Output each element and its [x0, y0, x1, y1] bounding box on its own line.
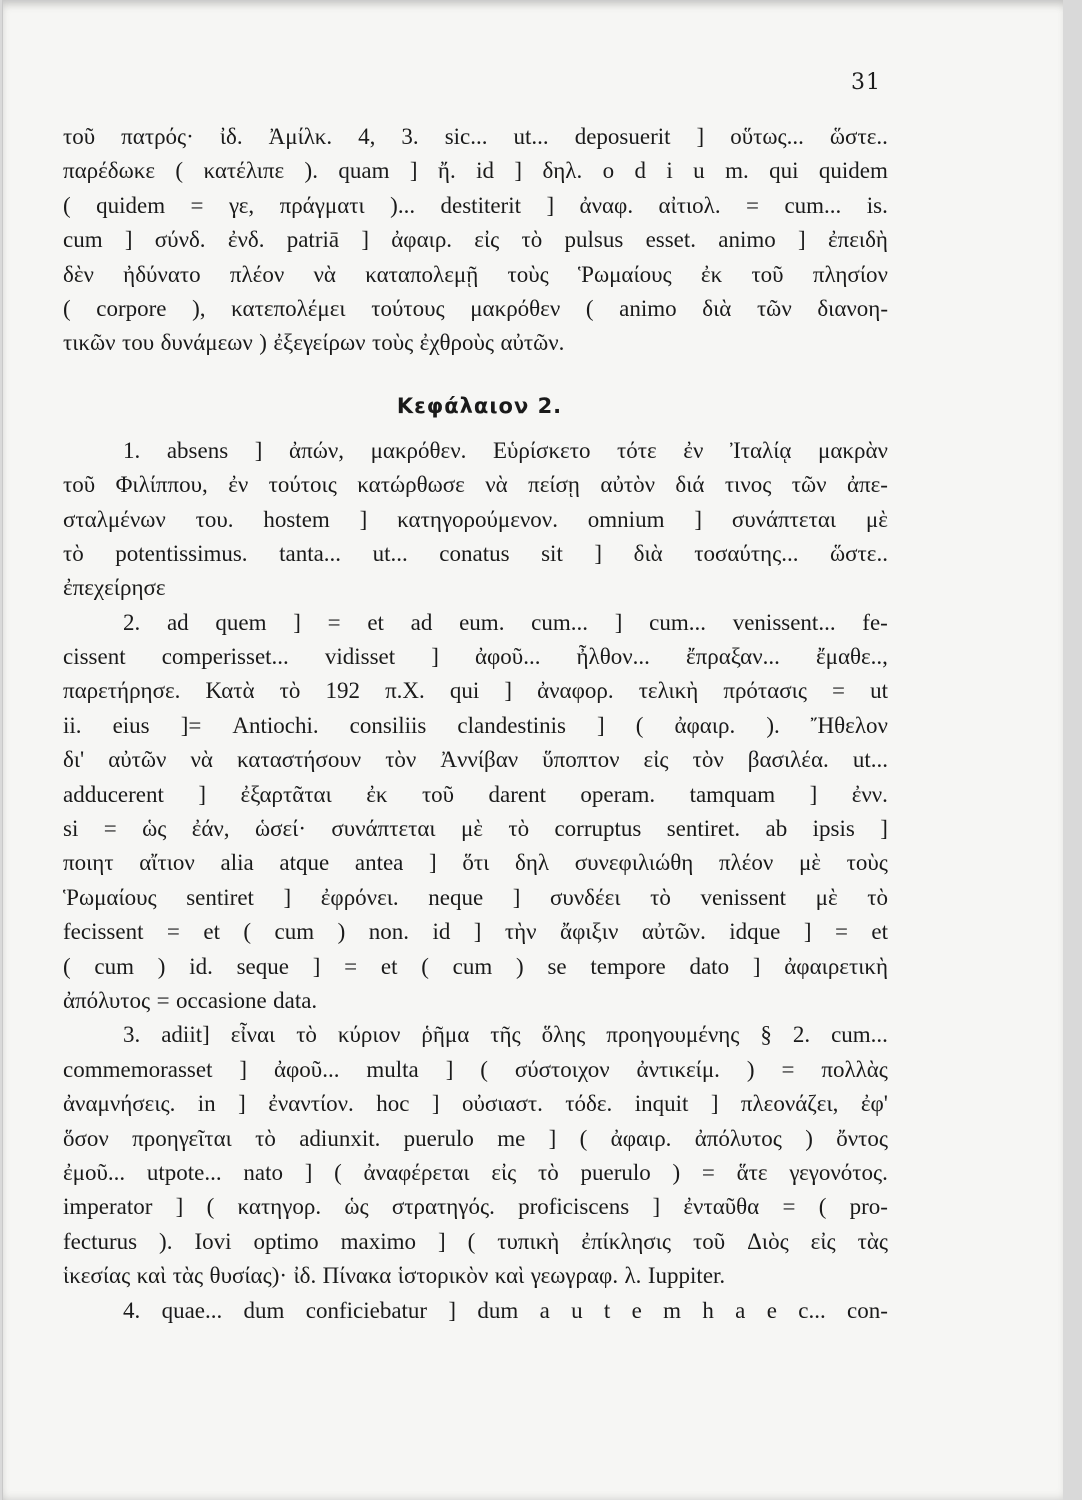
text-line: commemorasset ] ἀφοῦ... multa ] ( σύστοιχον ἀντικείμ. ) = πολλὰς — [63, 1056, 888, 1082]
text-line: τοῦ πατρός· ἰδ. Ἀμίλκ. 4, 3. sic... ut... deposuerit ] οὕτως... ὥστε.. — [63, 124, 888, 149]
text-line: 1. absens ] ἀπών, μακρόθεν. Εὑρίσκετο τότε ἐν Ἰταλίᾳ μακρὰν — [123, 437, 888, 463]
text-line: ἐπεχείρησε — [63, 575, 166, 601]
text-line: ii. eius ]= Antiochi. consiliis clandestinis ] ( ἀφαιρ. ). Ἤθελον — [63, 712, 888, 738]
section-1 — [63, 434, 888, 606]
text-line: si = ὡς ἐάν, ὡσεί· συνάπτεται μὲ τὸ corruptus sentiret. ab ipsis ] — [63, 816, 888, 842]
text-line: τὸ potentissimus. tanta... ut... conatus sit ] διὰ τοσαύτης... ὥστε.. — [63, 540, 888, 566]
text-line: παρέδωκε ( κατέλιπε ). quam ] ἤ. id ] δηλ. o d i u m. qui quidem — [63, 158, 888, 184]
text-line: Ῥωμαίους sentiret ] ἐφρόνει. neque ] συνδέει τὸ venissent μὲ τὸ — [63, 884, 888, 910]
book-page — [2, 0, 1073, 1500]
text-line: δι' αὐτῶν νὰ καταστήσουν τὸν Ἀννίβαν ὕποπτον εἰς τὸν βασιλέα. ut... — [63, 747, 888, 773]
text-line: ( corpore ), κατεπολέμει τούτους μακρόθεν ( animo διὰ τῶν διανοη- — [63, 295, 888, 321]
text-line: τικῶν του δυνάμεων ) ἐξεγείρων τοὺς ἐχθροὺς αὐτῶν. — [63, 330, 565, 356]
commentary-text — [63, 120, 888, 1328]
paragraph-opening — [63, 120, 888, 361]
text-line: ἱκεσίας καὶ τὰς θυσίας)· ἰδ. Πίνακα ἱστορικὸν καὶ γεωγραφ. λ. Iuppiter. — [63, 1263, 726, 1289]
text-line: ὅσον προηγεῖται τὸ adiunxit. puerulo me ] ( ἀφαιρ. ἀπόλυτος ) ὄντος — [63, 1125, 888, 1151]
text-line: δὲν ἠδύνατο πλέον νὰ καταπολεμῇ τοὺς Ῥωμαίους ἐκ τοῦ πλησίον — [63, 261, 888, 287]
text-line: 2. ad quem ] = et ad eum. cum... ] cum... venissent... fe- — [123, 609, 888, 635]
text-line: σταλμένων του. hostem ] κατηγορούμενον. omnium ] συνάπτεται μὲ — [63, 506, 888, 532]
text-line: ἐμοῦ... utpote... nato ] ( ἀναφέρεται εἰς τὸ puerulo ) = ἅτε γεγονότος. — [63, 1159, 888, 1185]
section-3 — [63, 1018, 888, 1293]
text-line: 3. adiit] εἶναι τὸ κύριον ῥῆμα τῆς ὅλης προηγουμένης § 2. cum... — [123, 1022, 888, 1048]
text-line: cum ] σύνδ. ἐνδ. patriā ] ἀφαιρ. εἰς τὸ pulsus esset. animo ] ἐπειδὴ — [63, 227, 888, 253]
text-line: ποιητ αἴτιον alia atque antea ] ὅτι δηλ συνεφιλιώθη πλέον μὲ τοὺς — [63, 850, 888, 876]
text-line: fecturus ). Iovi optimo maximo ] ( τυπικὴ ἐπίκλησις τοῦ Διὸς εἰς τὰς — [63, 1228, 888, 1254]
text-line: ἀπόλυτος = occasione data. — [63, 987, 318, 1013]
section-4 — [63, 1294, 888, 1328]
text-line: ( quidem = γε, πράγματι )... destiterit ] ἀναφ. αἰτιολ. = cum... is. — [63, 192, 888, 218]
page-number: 31 — [851, 70, 881, 95]
text-line: παρετήρησε. Κατὰ τὸ 192 π.Χ. qui ] ἀναφορ. τελικὴ πρότασις = ut — [63, 678, 888, 704]
text-line: adducerent ] ἐξαρτᾶται ἐκ τοῦ darent operam. tamquam ] ἐνν. — [63, 781, 888, 807]
chapter-heading: Κεφάλαιον 2. — [396, 393, 563, 418]
text-line: imperator ] ( κατηγορ. ὡς στρατηγός. proficiscens ] ἐνταῦθα = ( pro- — [63, 1194, 888, 1220]
text-line: ( cum ) id. seque ] = et ( cum ) se tempore dato ] ἀφαιρετικὴ — [63, 953, 888, 979]
page-edge-shadow — [1063, 0, 1073, 1500]
section-2 — [63, 606, 888, 1019]
text-line: fecissent = et ( cum ) non. id ] τὴν ἄφιξιν αὐτῶν. idque ] = et — [63, 919, 888, 945]
text-line: τοῦ Φιλίππου, ἐν τούτοις κατώρθωσε νὰ πείσῃ αὐτὸν διά τινος τῶν ἀπε- — [63, 472, 888, 498]
text-line: 4. quae... dum conficiebatur ] dum a u t e m h a e c... con- — [123, 1297, 888, 1323]
text-line: cissent comperisset... vidisset ] ἀφοῦ... ἦλθον... ἔπραξαν... ἔμαθε.., — [63, 644, 888, 670]
text-line: ἀναμνήσεις. in ] ἐναντίον. hoc ] οὐσιαστ. τόδε. inquit ] πλεονάζει, ἐφ' — [63, 1091, 888, 1117]
